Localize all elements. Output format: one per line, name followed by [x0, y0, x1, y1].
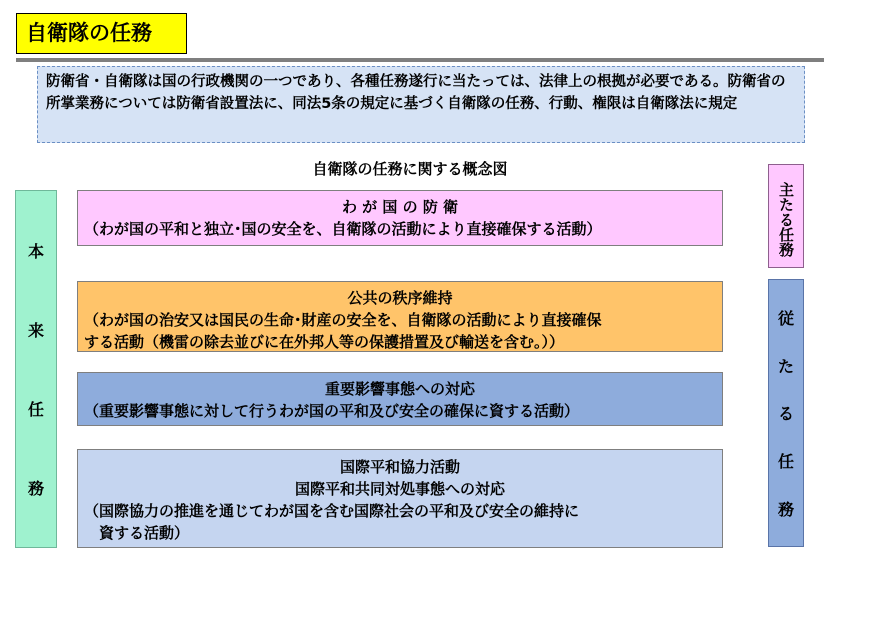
- mission-description: （わが国の平和と独立･国の安全を、自衛隊の活動により直接確保する活動）: [84, 220, 602, 238]
- mission-heading: わ が 国 の 防 衛: [341, 198, 459, 216]
- mission-box-important-influence: [77, 372, 723, 426]
- left-label-char: 本: [27, 242, 44, 261]
- mission-heading: 重要影響事態への対応: [324, 380, 475, 398]
- secondary-label-char: 任: [777, 452, 794, 472]
- original-mission-label: [15, 190, 57, 548]
- mission-description-line: （わが国の治安又は国民の生命･財産の安全を、自衛隊の活動により直接確保: [84, 311, 602, 329]
- mission-heading: 国際平和共同対処事態への対応: [294, 480, 505, 498]
- left-label-char: 来: [27, 321, 44, 340]
- mission-box-defense: [77, 190, 723, 246]
- secondary-label-char: た: [777, 356, 794, 376]
- mission-description: （重要影響事態に対して行うわが国の平和及び安全の確保に資する活動）: [84, 402, 580, 420]
- left-label-char: 任: [27, 400, 44, 419]
- mission-heading: 国際平和協力活動: [339, 458, 460, 476]
- primary-mission-label: 主たる任務: [768, 164, 804, 268]
- mission-description-line: 資する活動）: [84, 524, 190, 542]
- mission-box-public-order: [77, 281, 723, 352]
- intro-text-box: 防衛省・自衛隊は国の行政機関の一つであり、各種任務遂行に当たっては、法律上の根拠が必要である。防衛省の所掌業務については防衛省設置法に、同法5条の規定に基づく自衛隊の任務、行動、権限は自衛隊法に規定: [37, 66, 805, 143]
- title-divider: [16, 58, 824, 62]
- diagram-caption: 自衛隊の任務に関する概念図: [312, 160, 508, 178]
- secondary-label-char: 務: [777, 499, 794, 519]
- mission-description-line: する活動（機雷の除去並びに在外邦人等の保護措置及び輸送を含む。））: [84, 333, 565, 351]
- mission-box-international-peace: [77, 449, 723, 548]
- left-label-char: 務: [27, 479, 44, 498]
- mission-description-line: （国際協力の推進を通じてわが国を含む国際社会の平和及び安全の維持に: [84, 502, 580, 520]
- page-title: 自衛隊の任務: [16, 13, 187, 54]
- secondary-mission-label: [768, 279, 804, 547]
- secondary-label-char: る: [777, 404, 794, 424]
- secondary-label-char: 従: [777, 309, 794, 329]
- mission-heading: 公共の秩序維持: [347, 289, 453, 307]
